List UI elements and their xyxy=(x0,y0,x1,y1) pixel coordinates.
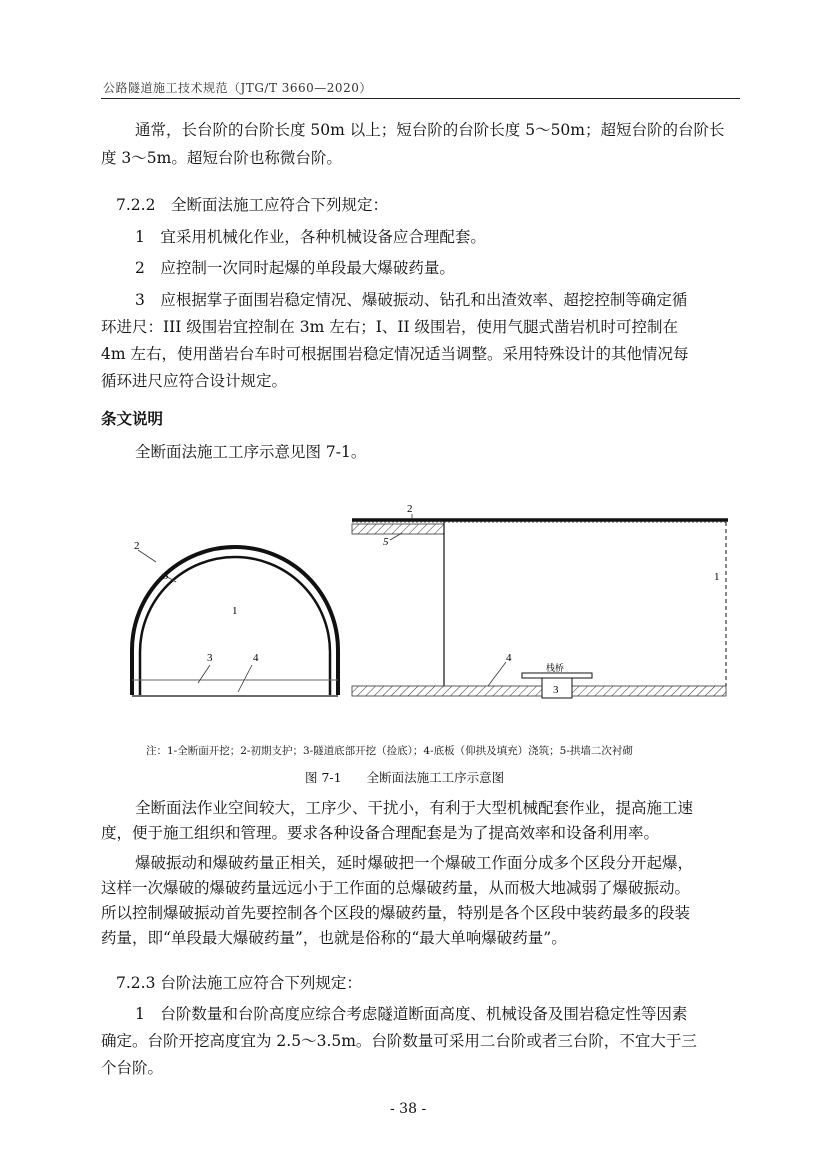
label-4-right: 4 xyxy=(506,652,512,664)
label-2-right: 2 xyxy=(407,503,413,515)
intro-line-1: 通常，长台阶的台阶长度 50m 以上；短台阶的台阶长度 5～50m；超短台阶的台阶长 xyxy=(135,121,725,139)
label-5-left: 5 xyxy=(163,570,169,582)
section-7-2-3-heading: 7.2.3 台阶法施工应符合下列规定： xyxy=(116,974,362,992)
commentary-para-2-line-2: 这样一次爆破的爆破药量远远小于工作面的总爆破药量，从而极大地减弱了爆破振动。 xyxy=(101,879,691,897)
commentary-intro: 全断面法施工工序示意见图 7-1。 xyxy=(135,443,367,461)
commentary-para-2-line-1: 爆破振动和爆破药量正相关，延时爆破把一个爆破工作面分成多个区段分开起爆， xyxy=(135,854,694,872)
commentary-para-1-line-2: 度，便于施工组织和管理。要求各种设备合理配套是为了提高效率和设备利用率。 xyxy=(101,824,660,842)
header-rule xyxy=(101,98,740,99)
leader-line-2 xyxy=(138,550,156,562)
figure-7-1-diagram xyxy=(120,500,750,715)
commentary-title: 条文说明 xyxy=(101,410,164,428)
trestle-bridge xyxy=(522,673,592,678)
label-4-left: 4 xyxy=(253,652,259,664)
section-7-2-3-item-1-line-2: 确定。台阶开挖高度宜为 2.5～3.5m。台阶数量可采用二台阶或者三台阶，不宜大于三 xyxy=(101,1032,697,1050)
figure-note: 注：1-全断面开挖；2-初期支护；3-隧道底部开挖（捡底）；4-底板（仰拱及填充）浇筑；5-拱墙二次衬砌 xyxy=(146,745,633,757)
commentary-para-2-line-4: 药量，即“单段最大爆破药量”，也就是俗称的“最大单响爆破药量”。 xyxy=(101,929,567,947)
leader-line-4-right xyxy=(488,662,506,686)
figure-caption: 图 7-1 全断面法施工工序示意图 xyxy=(305,770,505,785)
label-3-right: 3 xyxy=(553,684,559,696)
label-trestle-bridge: 栈桥 xyxy=(546,663,565,673)
section-7-2-2-item-3-line-3: 4m 左右，使用凿岩台车时可根据围岩稳定情况适当调整。采用特殊设计的其他情况每 xyxy=(101,345,689,363)
tunnel-longitudinal-section xyxy=(352,503,728,698)
label-2-left: 2 xyxy=(134,540,140,552)
section-7-2-2-heading: 7.2.2 全断面法施工应符合下列规定： xyxy=(116,196,388,214)
label-3-left: 3 xyxy=(207,652,213,664)
intro-line-2: 度 3～5m。超短台阶也称微台阶。 xyxy=(101,149,342,167)
section-7-2-3-item-1-line-1: 1 台阶数量和台阶高度应综合考虑隧道断面高度、机械设备及围岩稳定性等因素 xyxy=(135,1005,688,1023)
commentary-para-2-line-3: 所以控制爆破振动首先要控制各个区段的爆破药量，特别是各个区段中装药最多的段装 xyxy=(101,904,691,922)
invert-slab xyxy=(352,686,542,696)
section-7-2-2-item-3-line-2: 环进尺：III 级围岩宜控制在 3m 左右；I、II 级围岩，使用气腿式凿岩机时可控制在 xyxy=(101,318,679,336)
floor-slab-right xyxy=(572,686,726,696)
label-5-right: 5 xyxy=(383,536,389,548)
secondary-lining-block xyxy=(352,524,444,534)
commentary-para-1-line-1: 全断面法作业空间较大，工序少、干扰小，有利于大型机械配套作业，提高施工速 xyxy=(135,799,694,817)
section-7-2-2-item-3-line-1: 3 应根据掌子面围岩稳定情况、爆破振动、钻孔和出渣效率、超挖控制等确定循 xyxy=(135,291,688,309)
page-number: - 38 - xyxy=(390,1101,427,1117)
tunnel-cross-section xyxy=(132,540,338,696)
section-7-2-2-item-2: 2 应控制一次同时起爆的单段最大爆破药量。 xyxy=(135,259,455,277)
leader-line-4 xyxy=(238,665,252,692)
section-7-2-2-item-1: 1 宜采用机械化作业，各种机械设备应合理配套。 xyxy=(135,228,486,246)
label-1-left: 1 xyxy=(232,605,238,617)
label-1-right: 1 xyxy=(714,571,720,583)
section-7-2-3-item-1-line-3: 个台阶。 xyxy=(101,1059,164,1077)
section-7-2-2-item-3-line-4: 循环进尺应符合设计规定。 xyxy=(101,372,288,390)
running-header-title: 公路隧道施工技术规范（JTG/T 3660—2020） xyxy=(103,81,372,95)
